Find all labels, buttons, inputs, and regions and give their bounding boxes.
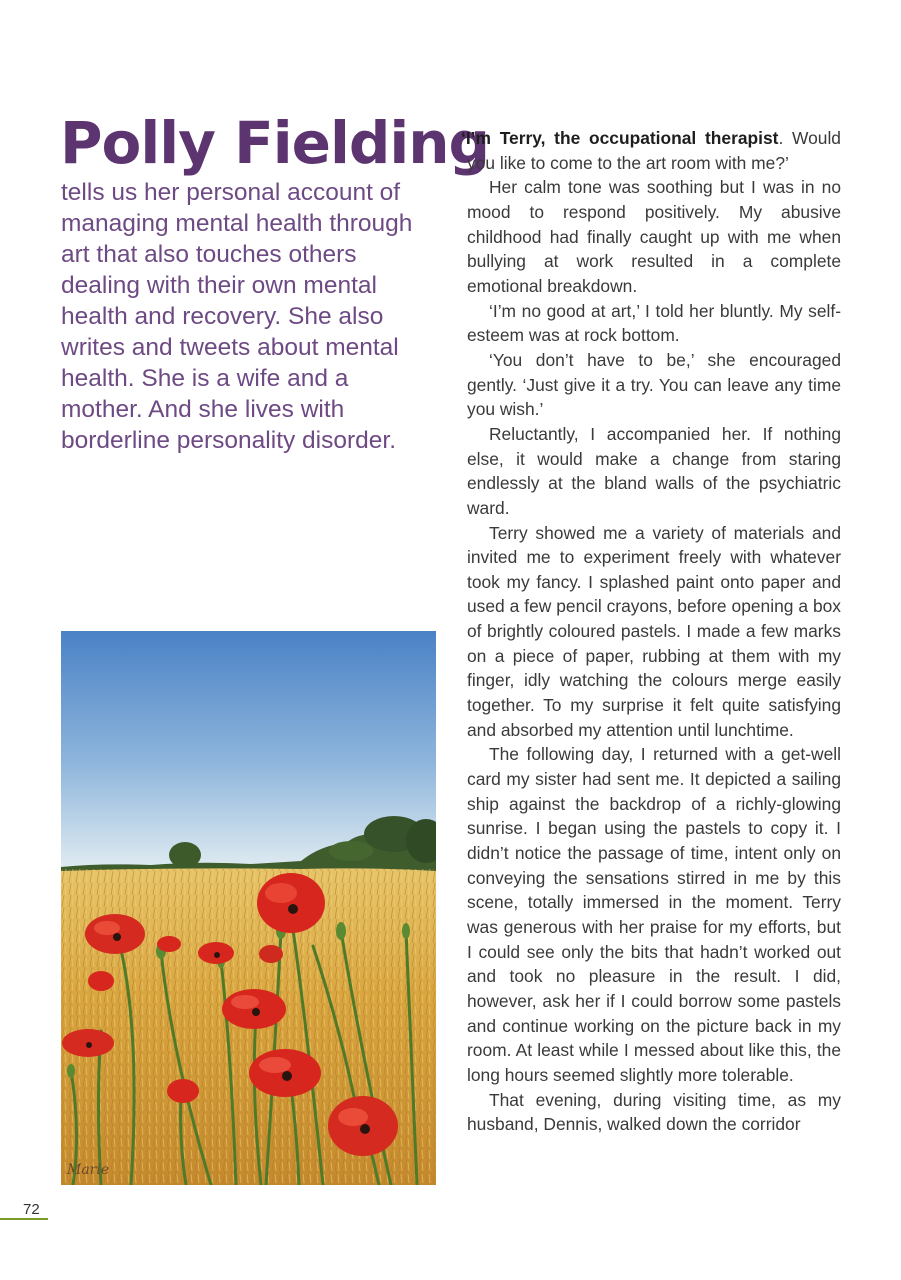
poppy-flower xyxy=(259,945,283,963)
poppy-flower xyxy=(249,1049,321,1097)
poppy-flower xyxy=(167,1079,199,1103)
poppy-flower xyxy=(222,989,286,1029)
poppy-flower xyxy=(198,942,234,964)
article-intro: tells us her personal account of managing mental health through art that also touches others dealing with their own mental health and recovery. She also writes and tweets about mental health. She is a wife and a mother. And she lives with borderline personality disorder. xyxy=(61,179,413,454)
poppy-flower xyxy=(62,1029,114,1057)
page-number: 72 xyxy=(23,1201,40,1218)
body-paragraph: Terry showed me a variety of materials and invited me to experiment freely with whatever took my fancy. I splashed paint onto paper and used a few pencil crayons, before opening a box of brightly coloured pastels. I made a few marks on a piece of paper, rubbing at them with my finger, idly watching the colours merge easily together. To my surprise it felt quite satisfying and absorbed my attention until lunchtime. xyxy=(467,522,841,740)
lead-in-continuation: . Would you like to come to the art room with me?’ xyxy=(467,128,841,173)
page-number-rule xyxy=(0,1218,48,1220)
painting-signature: Marie xyxy=(67,1162,110,1178)
body-paragraph: Her calm tone was soothing but I was in no mood to respond positively. My abusive childhood had finally caught up with me when bullying at work resulted in a complete emotional breakdown. xyxy=(467,177,841,296)
poppy-flower xyxy=(257,873,325,933)
body-paragraph: The following day, I returned with a get-well card my sister had sent me. It depicted a sailing ship against the backdrop of a richly-glowing sunrise. I began using the pastels to copy it. I didn’t notice the passage of time, intent only on conveying the sensations stirred in me by this scene, totally immersed in the moment. Terry was generous with her praise for my efforts, but I could see only the bits that hadn’t worked out and took no pleasure in the result. I did, however, ask her if I could borrow some pastels and continue working on the picture back in my room. At least while I messed about like this, the long hours seemed slightly more tolerable. xyxy=(467,744,841,1085)
poppy-flower xyxy=(85,914,145,954)
article-body xyxy=(461,126,841,1137)
body-paragraph: ‘I’m no good at art,’ I told her bluntly. My self-esteem was at rock bottom. xyxy=(467,300,841,346)
poppy-flower xyxy=(88,971,114,991)
body-paragraph: ‘You don’t have to be,’ she encouraged gently. ‘Just give it a try. You can leave any time you wish.’ xyxy=(467,349,841,420)
poppy-flower xyxy=(328,1096,398,1156)
poppy-field-painting xyxy=(61,631,436,1185)
poppy-flower xyxy=(157,936,181,952)
body-paragraph xyxy=(461,126,841,175)
article-title: Polly Fielding xyxy=(60,109,490,177)
body-paragraph: That evening, during visiting time, as my husband, Dennis, walked down the corridor xyxy=(467,1089,841,1135)
body-paragraph: Reluctantly, I accompanied her. If nothing else, it would make a change from staring endlessly at the bland walls of the psychiatric ward. xyxy=(467,423,841,518)
lead-in: ‘I’m Terry, the occupational therapist xyxy=(461,128,779,148)
